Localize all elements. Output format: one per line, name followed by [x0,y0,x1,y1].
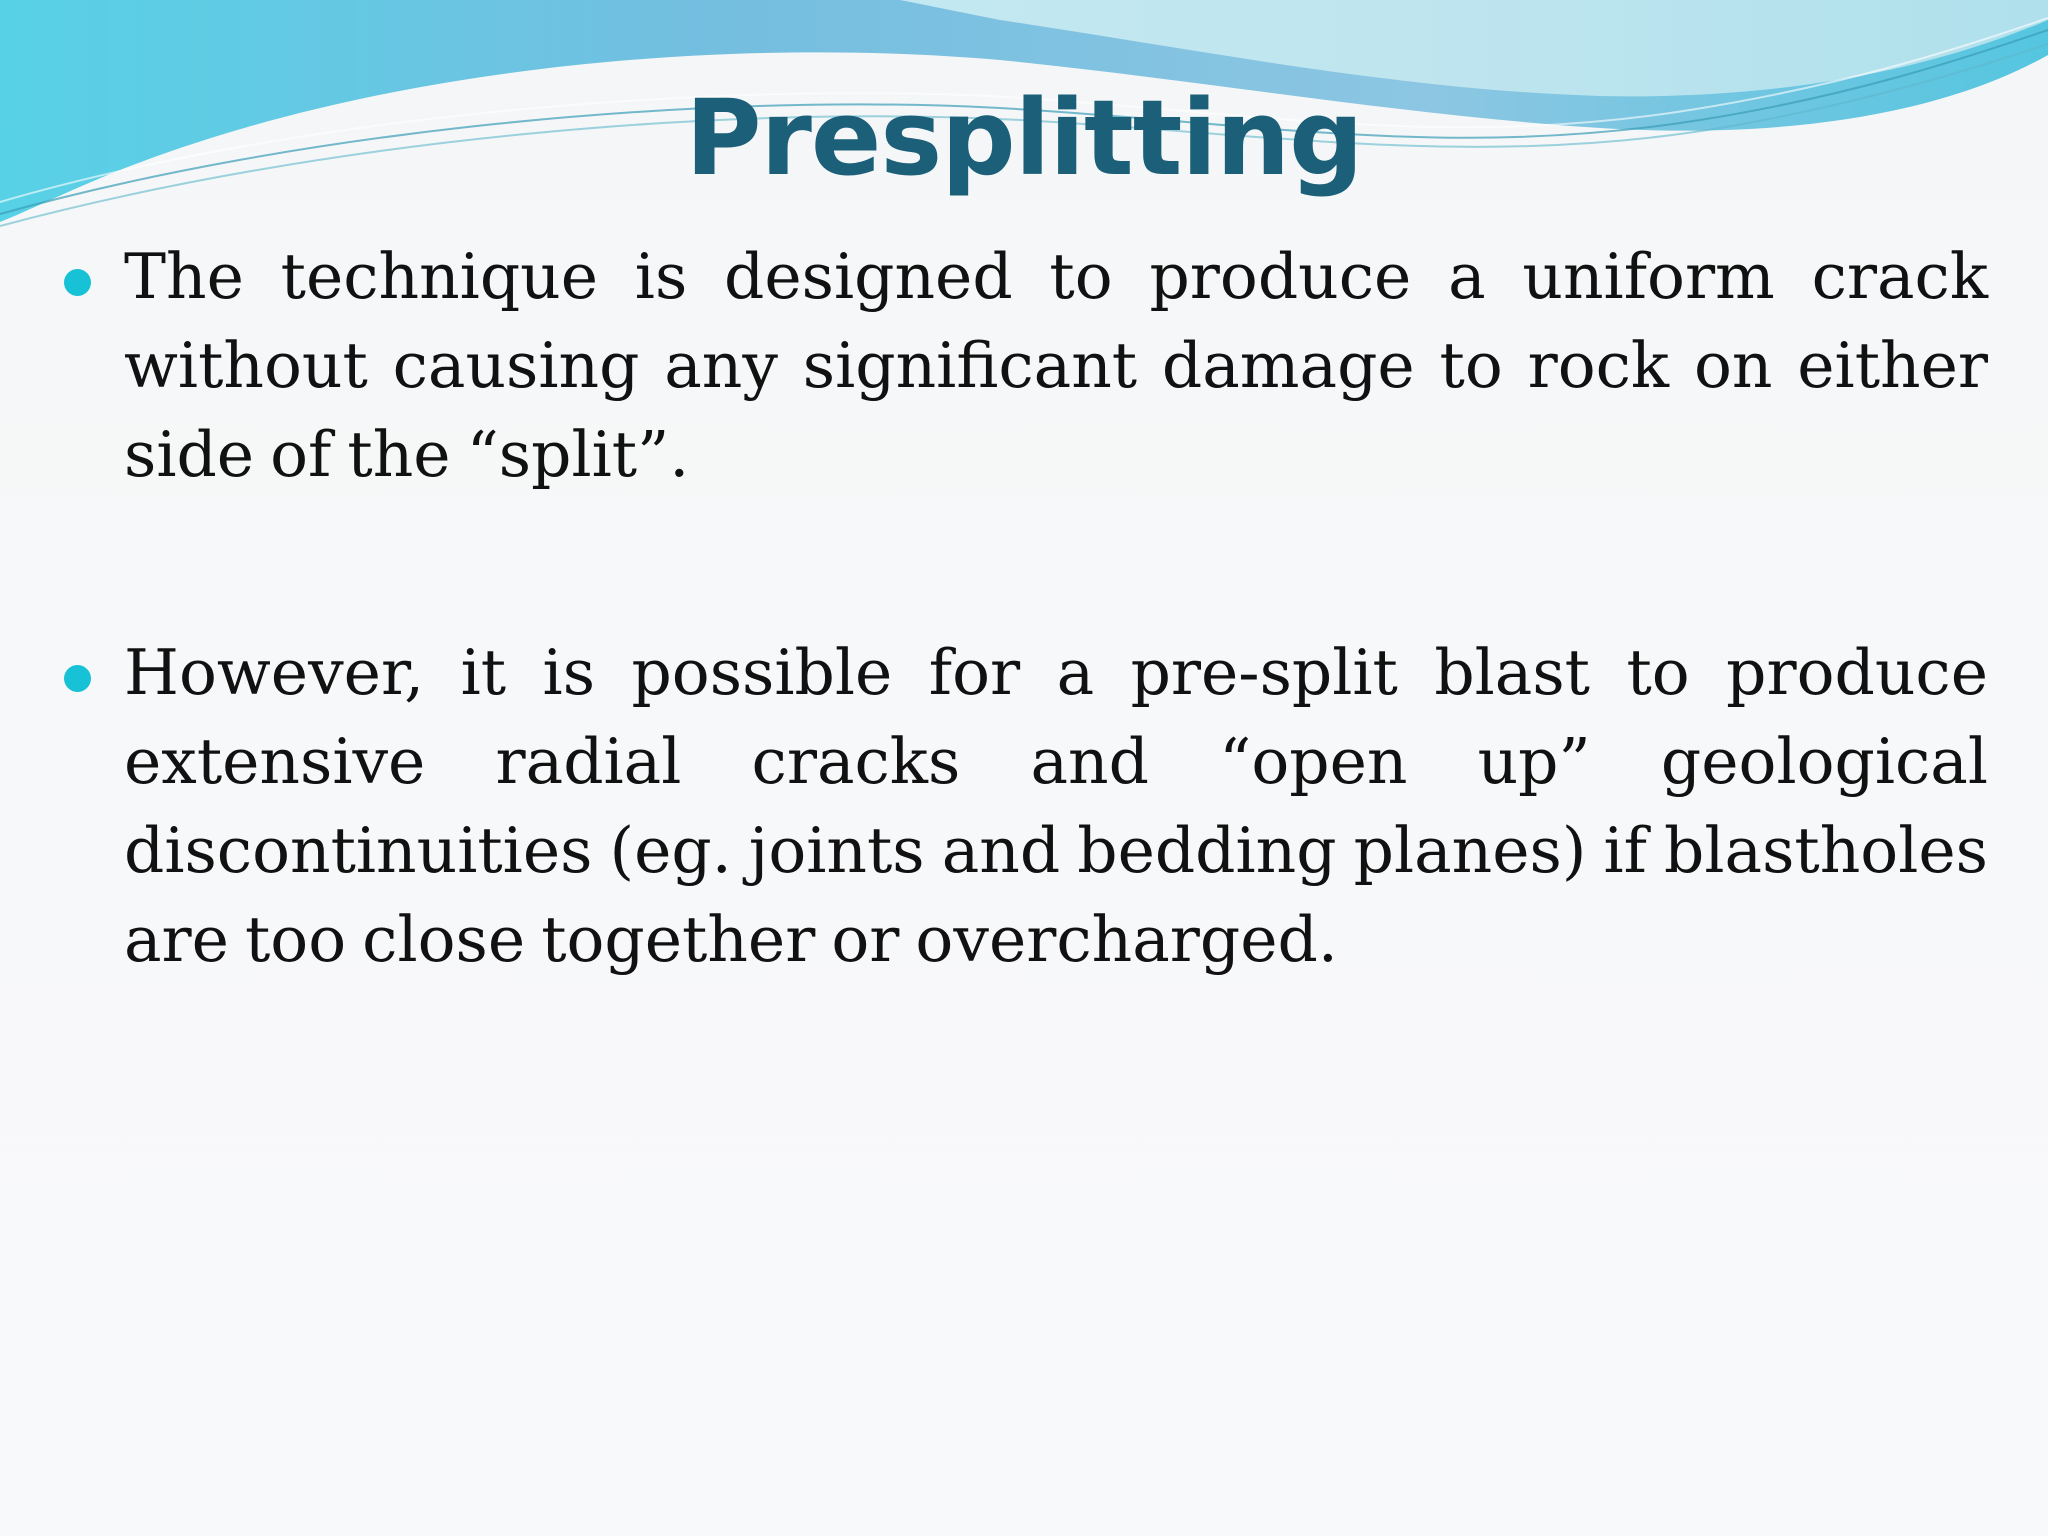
bullet-text: The technique is designed to produce a uniform crack without causing any significant damage to rock on either side of the “split”. [124,240,1988,491]
bullet-item [64,628,1988,984]
bullet-dot-icon [64,269,91,296]
slide-title: Presplitting [685,77,1363,199]
bullet-list [64,232,1988,984]
bullet-item [64,232,1988,499]
bullet-dot-icon [64,665,91,692]
bullet-text: However, it is possible for a pre-split blast to produce extensive radial cracks and “open up” geological discontinuities (eg. joints and bedding planes) if blastholes are too close together or overcharged. [124,636,1988,976]
